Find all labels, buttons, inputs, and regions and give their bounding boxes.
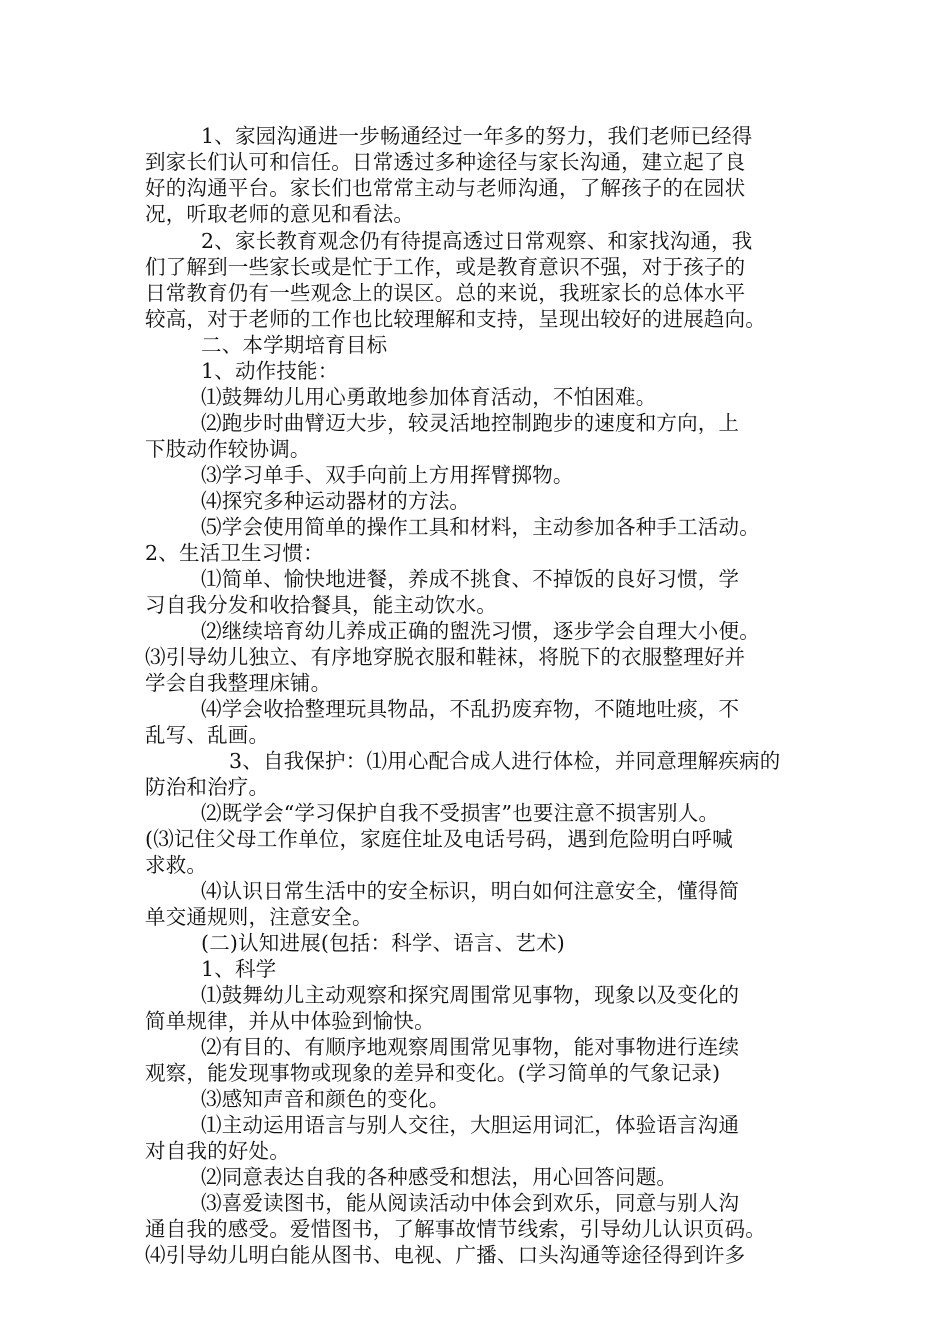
text-line: 们了解到一些家长或是忙于工作，或是教育意识不强，对于孩子的 (145, 255, 746, 279)
text-line: ⑷引导幼儿明白能从图书、电视、广播、口头沟通等途径得到许多 (145, 1243, 746, 1267)
text-line: 日常教育仍有一些观念上的误区。总的来说，我班家长的总体水平 (145, 281, 746, 305)
text-line: 学会自我整理床铺。 (145, 671, 332, 695)
text-line: ⑵跑步时曲臂迈大步，较灵活地控制跑步的速度和方向，上 (201, 411, 740, 435)
section-heading: (二)认知进展(包括：科学、语言、艺术) (201, 931, 565, 955)
text-line: ⑴鼓舞幼儿用心勇敢地参加体育活动，不怕困难。 (201, 385, 657, 409)
subsection-heading: 1、科学 (201, 957, 277, 981)
text-line: ⑵同意表达自我的各种感受和想法，用心回答问题。 (201, 1165, 678, 1189)
text-line: 乱写、乱画。 (145, 723, 270, 747)
text-line: 下肢动作较协调。 (145, 437, 311, 461)
text-line: 观察，能发现事物或现象的差异和变化。(学习简单的气象记录) (145, 1061, 721, 1085)
subsection-heading: 3、自我保护：⑴用心配合成人进行体检，并同意理解疾病的 (229, 749, 781, 773)
text-line: 对自我的好处。 (145, 1139, 290, 1163)
text-line: 较高，对于老师的工作也比较理解和支持，呈现出较好的进展趋向。 (145, 307, 766, 331)
text-line: 况，听取老师的意见和看法。 (145, 202, 415, 226)
text-line: ⑵既学会“学习保护自我不受损害”也要注意不损害别人。 (201, 801, 720, 825)
text-line: ⑷探究多种运动器材的方法。 (201, 489, 471, 513)
subsection-heading: 2、生活卫生习惯： (145, 541, 324, 565)
text-line: 通自我的感受。爱惜图书，了解事故情节线索，引导幼儿认识页码。 (145, 1217, 766, 1241)
text-line: 1、家园沟通进一步畅通经过一年多的努力，我们老师已经得 (201, 124, 753, 148)
subsection-heading: 1、动作技能： (201, 359, 339, 383)
text-line: (⑶记住父母工作单位，家庭住址及电话号码，遇到危险明白呼喊 (145, 827, 733, 851)
section-heading: 二、本学期培育目标 (201, 333, 388, 357)
text-line: ⑶感知声音和颜色的变化。 (201, 1087, 450, 1111)
text-line: ⑷认识日常生活中的安全标识，明白如何注意安全，懂得简 (201, 879, 740, 903)
text-line: ⑴简单、愉快地进餐，养成不挑食、不掉饭的良好习惯，学 (201, 567, 740, 591)
text-line: 单交通规则，注意安全。 (145, 905, 373, 929)
text-line: 到家长们认可和信任。日常透过多种途径与家长沟通，建立起了良 (145, 150, 746, 174)
text-line: ⑷学会收拾整理玩具物品，不乱扔废弃物，不随地吐痰，不 (201, 697, 740, 721)
text-line: ⑸学会使用简单的操作工具和材料，主动参加各种手工活动。 (201, 515, 760, 539)
text-line: 习自我分发和收拾餐具，能主动饮水。 (145, 593, 497, 617)
text-line: ⑵继续培育幼儿养成正确的盥洗习惯，逐步学会自理大小便。 (201, 619, 760, 643)
text-line: ⑴鼓舞幼儿主动观察和探究周围常见事物，现象以及变化的 (201, 983, 740, 1007)
text-line: ⑵有目的、有顺序地观察周围常见事物，能对事物进行连续 (201, 1035, 740, 1059)
text-line: ⑶喜爱读图书，能从阅读活动中体会到欢乐，同意与别人沟 (201, 1191, 740, 1215)
text-line: 求救。 (145, 853, 208, 877)
text-line: 2、家长教育观念仍有待提高透过日常观察、和家找沟通，我 (201, 229, 753, 253)
text-line: 防治和治疗。 (145, 775, 270, 799)
text-line: 简单规律，并从中体验到愉快。 (145, 1009, 435, 1033)
text-line: 好的沟通平台。家长们也常常主动与老师沟通，了解孩子的在园状 (145, 176, 746, 200)
text-line: ⑴主动运用语言与别人交往，大胆运用词汇，体验语言沟通 (201, 1113, 740, 1137)
text-line: ⑶引导幼儿独立、有序地穿脱衣服和鞋袜，将脱下的衣服整理好并 (145, 645, 746, 669)
text-line: ⑶学习单手、双手向前上方用挥臂掷物。 (201, 463, 574, 487)
